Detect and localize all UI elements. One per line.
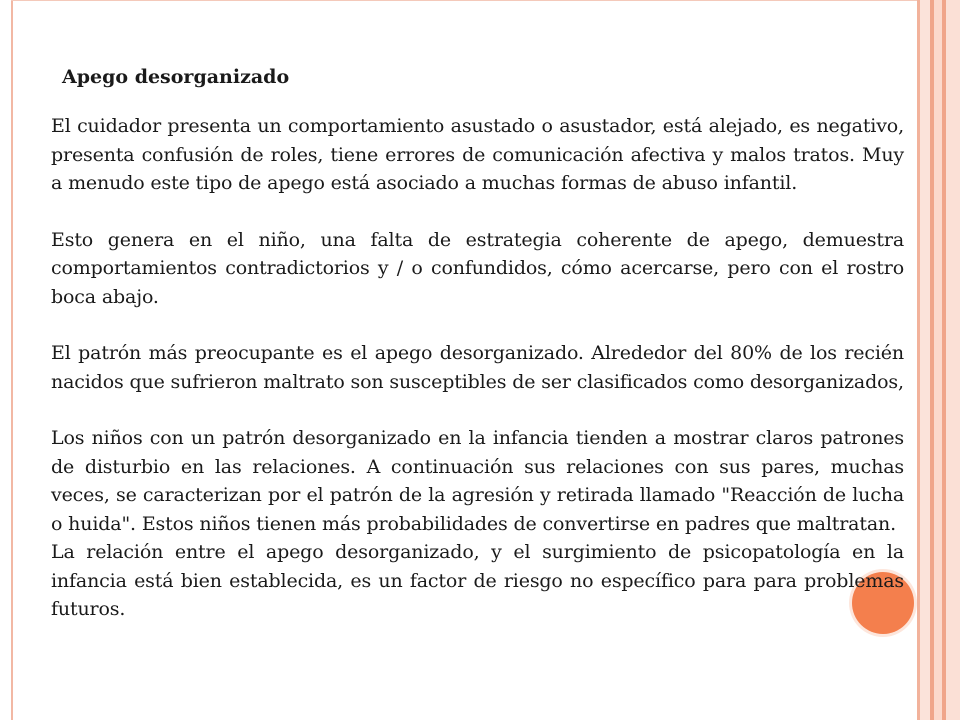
decorative-stripe [946, 0, 960, 720]
paragraph-estrategia: Esto genera en el niño, una falta de estrategia coherente de apego, demuestra comportamientos contradictorios y / o confundidos, cómo acercarse, pero con el rostro boca abajo. [51, 228, 904, 308]
paragraph-psicopatologia: La relación entre el apego desorganizado, y el surgimiento de psicopatología en la infancia está bien establecida, es un factor de riesgo no específico para para problemas futuros. [51, 541, 904, 620]
paragraph-cuidador: El cuidador presenta un comportamiento asustado o asustador, está alejado, es negativo, presenta confusión de roles, tiene errores de comunicación afectiva y malos tratos. Muy a menudo este tipo de apego está asociado a muchas formas de abuso infantil. [51, 115, 904, 194]
frame-line-top [11, 0, 919, 1]
decorative-stripe [934, 0, 942, 720]
decorative-stripe [920, 0, 930, 720]
frame-line-left [11, 0, 13, 720]
slide-body [51, 112, 904, 624]
paragraph-relaciones: Los niños con un patrón desorganizado en la infancia tienden a mostrar claros patrones de disturbio en las relaciones. A continuación sus relaciones con sus pares, muchas veces, se caracterizan por el patrón de la agresión y retirada llamado "Reacción de lucha o huida". Estos niños tienen más probabilidades de convertirse en padres que maltratan. [51, 427, 904, 535]
paragraph-patron: El patrón más preocupante es el apego desorganizado. Alrededor del 80% de los recién nacidos que sufrieron maltrato son susceptibles de ser clasificados como desorganizados, [51, 342, 904, 393]
slide-title: Apego desorganizado [62, 66, 290, 88]
